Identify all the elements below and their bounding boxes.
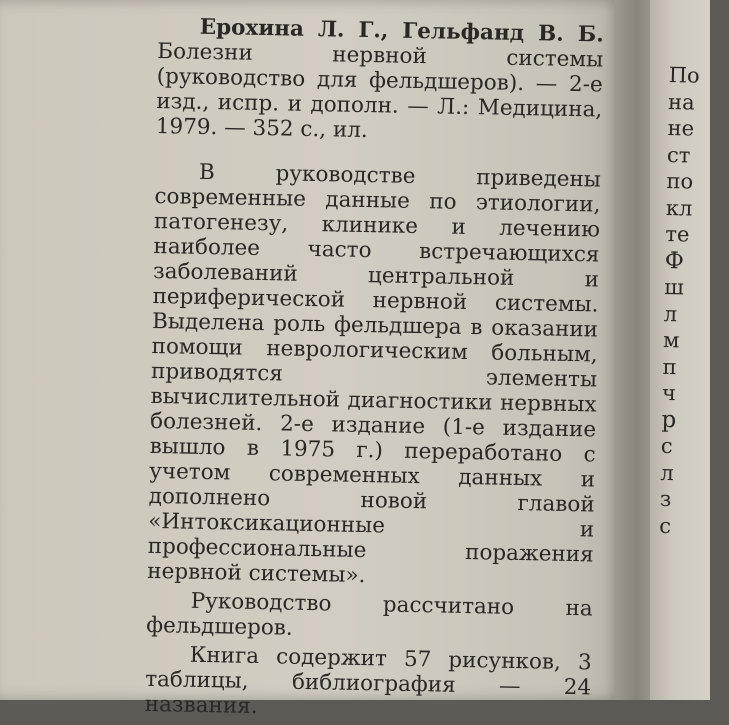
facing-page-fragment: ст [666, 142, 691, 167]
facing-page-fragment: м [662, 327, 680, 353]
facing-page-fragment: п [662, 354, 677, 379]
facing-page-fragment: л [663, 301, 678, 326]
facing-page-fragment: з [659, 486, 672, 512]
annotation-paragraph-2: Руководство рассчитано на фельдшеров. [146, 588, 593, 641]
annotation-text-block [145, 14, 604, 725]
facing-page-fragment: По [668, 62, 700, 88]
citation-authors: Ерохина Л. Г., Гельфанд В. Б. [199, 14, 604, 48]
annotation-paragraph-3: Книга содержит 57 рисунков, 3 таблицы, библиография — 24 названия. [144, 642, 592, 720]
facing-page-fragment: р [661, 406, 677, 433]
facing-page-text [659, 62, 729, 540]
facing-page-fragment: не [667, 115, 695, 141]
citation-body: Болезни нервной системы (руководство для фельдшеров). — 2-е изд., испр. и дополн. — Л.: Медицина, 1979. — 352 с., ил. [155, 38, 604, 144]
facing-page-fragment: кл [665, 195, 693, 221]
facing-page-fragment: ч [661, 380, 677, 406]
facing-page-fragment: по [666, 168, 694, 194]
annotation-paragraph-1: В руководстве приведены современные данные по этиологии, патогенезу, клинике и лечению наиболее часто встречающихся заболеваний центральной и периферической нервной системы. Выделена роль фельдшера в оказании помощи неврологическим больным, приводятся элементы вычислительной диагностики нервных болезней. 2-е издание (1-е издание вышло в 1975 г.) переработано с учетом современных данных и дополнено новой главой «Интоксикационные и профессиональные поражения нервной системы». [147, 159, 602, 589]
facing-page-fragment: Ф [664, 247, 685, 274]
facing-page-fragment: ш [664, 274, 685, 300]
facing-page-fragment: те [665, 221, 690, 247]
facing-page-fragment: с [660, 433, 673, 459]
facing-page-fragment: с [659, 513, 672, 538]
bibliographic-citation [156, 14, 604, 148]
facing-page-fragment: л [660, 460, 674, 485]
facing-page-fragment: на [667, 89, 695, 115]
